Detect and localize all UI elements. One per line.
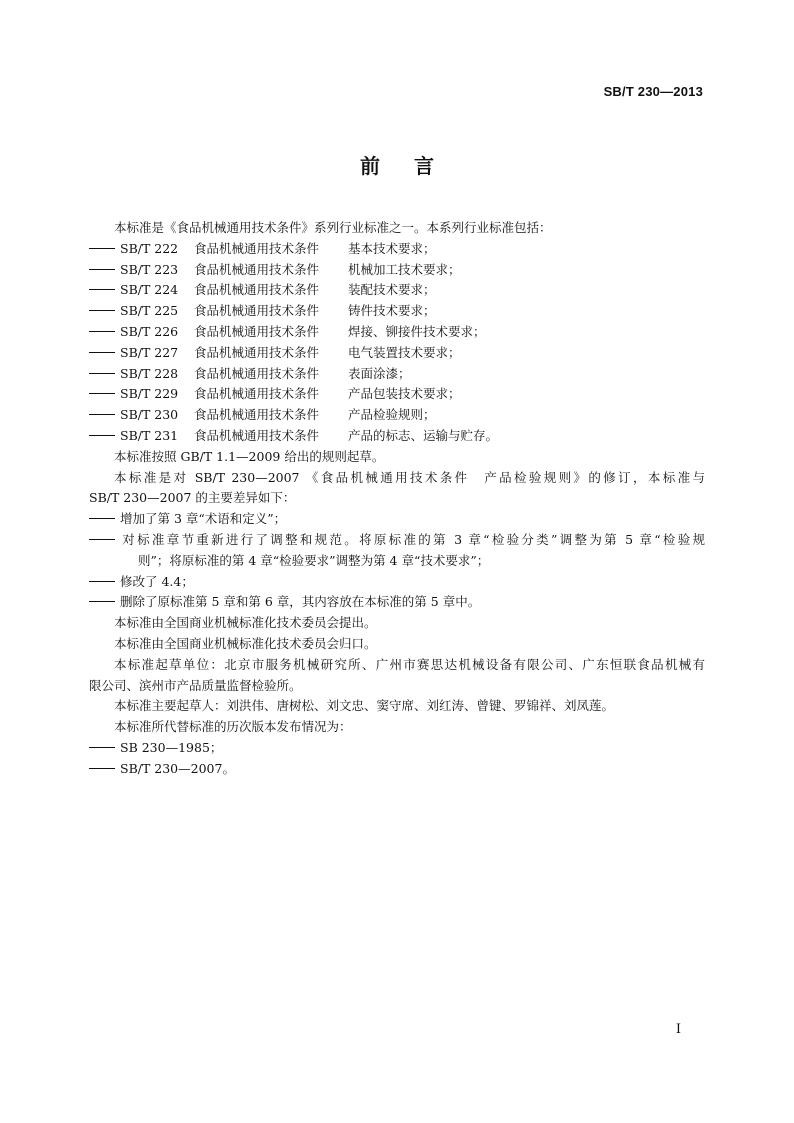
series-item: SB/T 229 食品机械通用技术条件 产品包装技术要求； (89, 384, 705, 405)
page-number: I (675, 1022, 681, 1037)
dash-mark (89, 759, 120, 780)
dash-mark (89, 509, 120, 530)
series-item: SB/T 228 食品机械通用技术条件 表面涂漆； (89, 364, 705, 385)
standard-code: SB/T 230—2013 (603, 84, 703, 99)
series-item: SB/T 225 食品机械通用技术条件 铸件技术要求； (89, 301, 705, 322)
series-item: SB/T 224 食品机械通用技术条件 装配技术要求； (89, 280, 705, 301)
dash-mark (89, 343, 120, 364)
series-item: SB/T 231 食品机械通用技术条件 产品的标志、运输与贮存。 (89, 426, 705, 447)
change-item: 增加了第 3 章“术语和定义”； (89, 509, 705, 530)
drafters-paragraph: 本标准主要起草人：刘洪伟、唐树松、刘文忠、窦守席、刘红涛、曾键、罗锦祥、刘凤莲。 (114, 698, 615, 714)
series-item: SB/T 223 食品机械通用技术条件 机械加工技术要求； (89, 260, 705, 281)
dash-mark (89, 301, 120, 322)
dash-mark (89, 530, 120, 551)
dash-mark (89, 572, 120, 593)
dash-mark (89, 405, 120, 426)
change-item: 修改了 4.4； (89, 572, 705, 593)
dash-mark (89, 426, 120, 447)
page-title: 前言 (360, 154, 468, 178)
managed-by-paragraph: 本标准由全国商业机械标准化技术委员会归口。 (114, 635, 377, 651)
drafting-units-line2: 限公司、滨州市产品质量监督检验所。 (89, 677, 302, 693)
series-item: SB/T 222 食品机械通用技术条件 基本技术要求； (89, 239, 705, 260)
change-item: 对标准章节重新进行了调整和规范。将原标准的第 3 章“检验分类”调整为第 5 章“检验规 (89, 530, 705, 551)
revision-paragraph-line1: 本标准是对 SB/T 230—2007 《食品机械通用技术条件 产品检验规则》的修订，本标准与 (114, 469, 705, 485)
series-item: SB/T 227 食品机械通用技术条件 电气装置技术要求； (89, 343, 705, 364)
dash-mark (89, 322, 120, 343)
change-item: 删除了原标准第 5 章和第 6 章，其内容放在本标准的第 5 章中。 (89, 592, 705, 613)
dash-mark (89, 239, 120, 260)
history-intro-paragraph: 本标准所代替标准的历次版本发布情况为： (114, 719, 352, 735)
drafting-units-line1: 本标准起草单位：北京市服务机械研究所、广州市赛思达机械设备有限公司、广东恒联食品机械有 (114, 656, 705, 672)
history-item: SB/T 230—2007。 (89, 759, 705, 780)
intro-paragraph: 本标准是《食品机械通用技术条件》系列行业标准之一。本系列行业标准包括： (114, 220, 552, 235)
dash-mark (89, 592, 120, 613)
dash-mark (89, 738, 120, 759)
drafting-rule-paragraph: 本标准按照 GB/T 1.1—2009 给出的规则起草。 (114, 448, 385, 464)
proposed-by-paragraph: 本标准由全国商业机械标准化技术委员会提出。 (114, 615, 377, 631)
history-item: SB 230—1985； (89, 738, 705, 759)
dash-mark (89, 384, 120, 405)
change-item-continuation: 则”；将原标准的第 4 章“检验要求”调整为第 4 章“技术要求”； (138, 552, 490, 568)
foreword-body (89, 218, 705, 780)
dash-mark (89, 260, 120, 281)
revision-paragraph-line2: SB/T 230—2007 的主要差异如下： (89, 490, 296, 506)
series-item: SB/T 230 食品机械通用技术条件 产品检验规则； (89, 405, 705, 426)
series-item: SB/T 226 食品机械通用技术条件 焊接、铆接件技术要求； (89, 322, 705, 343)
dash-mark (89, 280, 120, 301)
dash-mark (89, 364, 120, 385)
